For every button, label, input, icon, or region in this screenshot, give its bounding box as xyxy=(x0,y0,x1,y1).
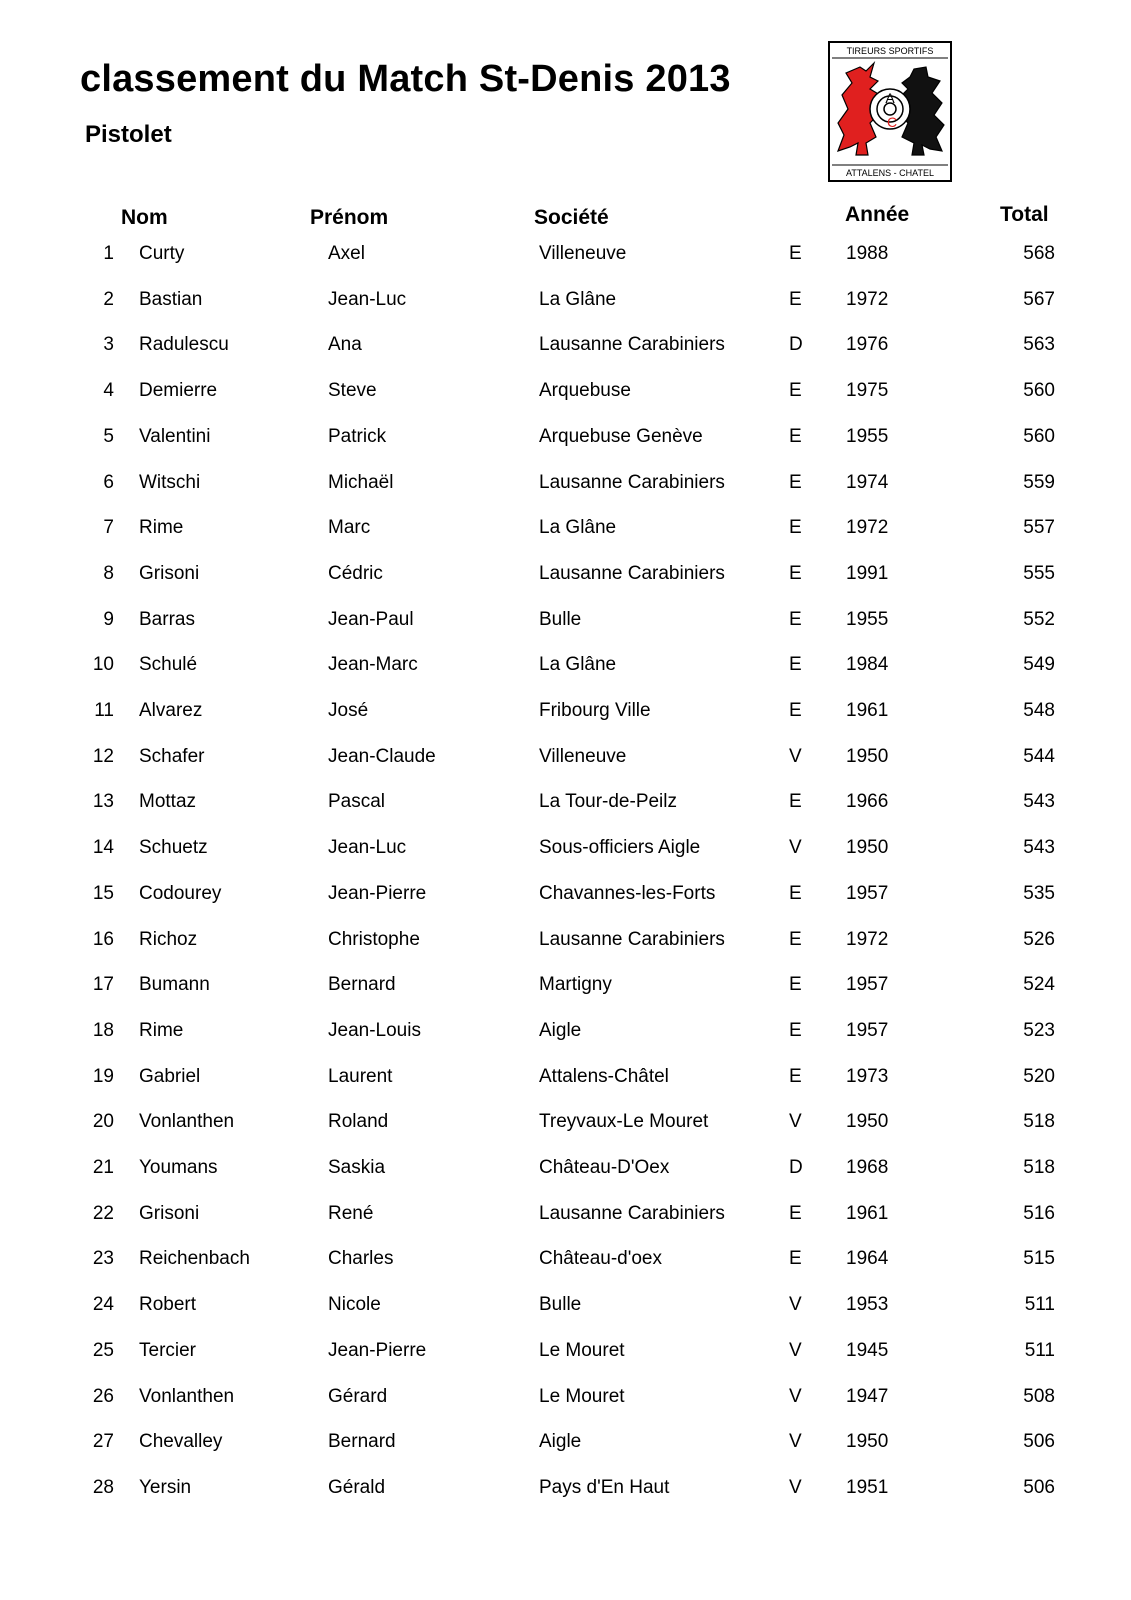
prenom-cell: Gérald xyxy=(328,1476,386,1498)
prenom-cell: Cédric xyxy=(328,562,383,584)
prenom-cell: Roland xyxy=(328,1111,389,1133)
table-row xyxy=(0,1340,1131,1370)
societe-cell: Château-d'oex xyxy=(539,1248,662,1270)
nom-cell: Rime xyxy=(139,517,184,539)
total-cell: 560 xyxy=(1023,425,1055,447)
societe-cell: Lausanne Carabiniers xyxy=(539,334,725,356)
annee-cell: 1973 xyxy=(846,1065,889,1087)
header-societe: Société xyxy=(534,206,609,229)
rank-cell: 3 xyxy=(103,334,114,356)
category-cell: E xyxy=(789,1202,802,1224)
annee-cell: 1984 xyxy=(846,654,889,676)
prenom-cell: Steve xyxy=(328,380,377,402)
annee-cell: 1947 xyxy=(846,1385,889,1407)
societe-cell: Le Mouret xyxy=(539,1385,625,1407)
nom-cell: Gabriel xyxy=(139,1065,201,1087)
header-nom: Nom xyxy=(121,206,168,229)
nom-cell: Bumann xyxy=(139,974,210,996)
table-row xyxy=(0,746,1131,776)
nom-cell: Youmans xyxy=(139,1157,218,1178)
rank-cell: 19 xyxy=(92,1065,114,1087)
category-cell: E xyxy=(789,517,802,539)
table-row xyxy=(0,700,1131,730)
societe-cell: Lausanne Carabiniers xyxy=(539,928,725,950)
prenom-cell: Bernard xyxy=(328,974,396,996)
rank-cell: 15 xyxy=(92,882,114,904)
total-cell: 535 xyxy=(1023,882,1055,904)
table-row xyxy=(0,791,1131,821)
category-cell: E xyxy=(789,243,802,264)
table-row xyxy=(0,243,1131,273)
annee-cell: 1950 xyxy=(846,837,889,859)
category-cell: E xyxy=(789,288,802,310)
rank-cell: 11 xyxy=(94,700,114,721)
header-total: Total xyxy=(1000,203,1049,226)
rank-cell: 20 xyxy=(92,1111,114,1133)
prenom-cell: Ana xyxy=(328,334,362,356)
prenom-cell: Charles xyxy=(328,1248,394,1270)
table-row xyxy=(0,1386,1131,1416)
prenom-cell: Jean-Claude xyxy=(328,745,436,767)
prenom-cell: René xyxy=(328,1202,374,1224)
societe-cell: Martigny xyxy=(539,974,612,996)
nom-cell: Chevalley xyxy=(139,1431,223,1453)
prenom-cell: Jean-Luc xyxy=(328,288,407,310)
category-cell: D xyxy=(789,334,803,356)
nom-cell: Codourey xyxy=(139,882,222,904)
societe-cell: Arquebuse Genève xyxy=(539,425,703,447)
logo-letter-a: A xyxy=(885,90,895,106)
table-row xyxy=(0,472,1131,502)
prenom-cell: Michaël xyxy=(328,471,394,493)
annee-cell: 1957 xyxy=(846,882,889,904)
category-cell: V xyxy=(789,1431,802,1453)
nom-cell: Vonlanthen xyxy=(139,1385,235,1407)
annee-cell: 1957 xyxy=(846,974,889,996)
annee-cell: 1976 xyxy=(846,334,889,356)
annee-cell: 1957 xyxy=(846,1019,889,1041)
logo-letter-c: C xyxy=(886,114,898,130)
societe-cell: La Tour-de-Peilz xyxy=(539,791,678,813)
total-cell: 516 xyxy=(1023,1202,1055,1224)
rank-cell: 26 xyxy=(92,1385,114,1407)
prenom-cell: Pascal xyxy=(328,791,386,813)
table-row xyxy=(0,609,1131,639)
total-cell: 560 xyxy=(1023,380,1055,402)
societe-cell: Chavannes-les-Forts xyxy=(539,882,716,904)
annee-cell: 1968 xyxy=(846,1157,889,1178)
total-cell: 526 xyxy=(1023,928,1055,950)
annee-cell: 1961 xyxy=(846,1202,889,1224)
annee-cell: 1945 xyxy=(846,1339,889,1361)
annee-cell: 1974 xyxy=(846,471,889,493)
category-cell: E xyxy=(789,380,802,402)
nom-cell: Barras xyxy=(139,608,195,630)
prenom-cell: Christophe xyxy=(328,928,420,950)
header-annee: Année xyxy=(845,203,910,226)
category-cell: V xyxy=(789,1476,802,1498)
rank-cell: 8 xyxy=(103,562,114,584)
nom-cell: Grisoni xyxy=(139,1202,200,1224)
annee-cell: 1966 xyxy=(846,791,889,813)
table-row xyxy=(0,1157,1131,1187)
nom-cell: Bastian xyxy=(139,288,203,310)
total-cell: 511 xyxy=(1024,1339,1055,1361)
annee-cell: 1951 xyxy=(846,1476,889,1498)
rank-cell: 16 xyxy=(92,928,114,950)
nom-cell: Curty xyxy=(139,243,185,264)
table-row xyxy=(0,654,1131,684)
rank-cell: 25 xyxy=(92,1339,114,1361)
total-cell: 559 xyxy=(1023,471,1055,493)
rank-cell: 17 xyxy=(92,974,114,996)
annee-cell: 1964 xyxy=(846,1248,889,1270)
societe-cell: Villeneuve xyxy=(539,243,627,264)
societe-cell: La Glâne xyxy=(539,654,617,676)
total-cell: 543 xyxy=(1023,791,1055,813)
category-cell: E xyxy=(789,654,802,676)
prenom-cell: Patrick xyxy=(328,425,387,447)
table-row xyxy=(0,883,1131,913)
total-cell: 524 xyxy=(1023,974,1055,996)
societe-cell: La Glâne xyxy=(539,288,617,310)
annee-cell: 1991 xyxy=(846,562,889,584)
prenom-cell: Jean-Louis xyxy=(328,1019,421,1041)
annee-cell: 1950 xyxy=(846,745,889,767)
annee-cell: 1950 xyxy=(846,1111,889,1133)
total-cell: 506 xyxy=(1023,1431,1055,1453)
total-cell: 544 xyxy=(1023,745,1055,767)
total-cell: 555 xyxy=(1023,562,1055,584)
table-row xyxy=(0,1431,1131,1461)
societe-cell: Attalens-Châtel xyxy=(539,1065,669,1087)
table-row xyxy=(0,334,1131,364)
page-subtitle: Pistolet xyxy=(85,121,172,148)
annee-cell: 1955 xyxy=(846,425,889,447)
table-row xyxy=(0,929,1131,959)
annee-cell: 1972 xyxy=(846,928,889,950)
nom-cell: Schuetz xyxy=(139,837,208,859)
rank-cell: 1 xyxy=(103,243,114,264)
logo-bottom-text: ATTALENS - CHATEL xyxy=(845,168,935,178)
table-row xyxy=(0,1066,1131,1096)
prenom-cell: Marc xyxy=(328,517,371,539)
annee-cell: 1950 xyxy=(846,1431,889,1453)
header-prenom: Prénom xyxy=(310,206,389,229)
societe-cell: Château-D'Oex xyxy=(539,1157,670,1178)
societe-cell: Pays d'En Haut xyxy=(539,1476,670,1498)
annee-cell: 1972 xyxy=(846,288,889,310)
total-cell: 511 xyxy=(1024,1294,1055,1316)
category-cell: V xyxy=(789,1339,802,1361)
category-cell: E xyxy=(789,425,802,447)
table-row xyxy=(0,1203,1131,1233)
annee-cell: 1955 xyxy=(846,608,889,630)
nom-cell: Radulescu xyxy=(139,334,229,356)
logo-top-text: TIREURS SPORTIFS xyxy=(846,46,934,56)
total-cell: 567 xyxy=(1023,288,1055,310)
societe-cell: Le Mouret xyxy=(539,1339,625,1361)
societe-cell: Aigle xyxy=(539,1431,582,1453)
total-cell: 520 xyxy=(1023,1065,1055,1087)
total-cell: 543 xyxy=(1023,837,1055,859)
category-cell: E xyxy=(789,1248,802,1270)
total-cell: 508 xyxy=(1023,1385,1055,1407)
annee-cell: 1953 xyxy=(846,1294,889,1316)
rank-cell: 5 xyxy=(103,425,114,447)
societe-cell: Villeneuve xyxy=(539,745,627,767)
rank-cell: 6 xyxy=(103,471,114,493)
societe-cell: Fribourg Ville xyxy=(539,700,651,721)
societe-cell: Bulle xyxy=(539,608,582,630)
total-cell: 563 xyxy=(1023,334,1055,356)
prenom-cell: Axel xyxy=(328,243,365,264)
nom-cell: Mottaz xyxy=(139,791,197,813)
rank-cell: 21 xyxy=(92,1157,114,1178)
total-cell: 557 xyxy=(1023,517,1055,539)
category-cell: V xyxy=(789,745,802,767)
rank-cell: 7 xyxy=(103,517,114,539)
societe-cell: Sous-officiers Aigle xyxy=(539,837,701,859)
total-cell: 549 xyxy=(1023,654,1055,676)
nom-cell: Robert xyxy=(139,1294,197,1316)
rank-cell: 28 xyxy=(92,1476,114,1498)
table-row xyxy=(0,1248,1131,1278)
rank-cell: 10 xyxy=(92,654,114,676)
societe-cell: La Glâne xyxy=(539,517,617,539)
societe-cell: Lausanne Carabiniers xyxy=(539,471,725,493)
nom-cell: Schafer xyxy=(139,745,205,767)
annee-cell: 1972 xyxy=(846,517,889,539)
table-row xyxy=(0,1020,1131,1050)
table-row xyxy=(0,974,1131,1004)
page-title: classement du Match St-Denis 2013 xyxy=(80,58,731,100)
societe-cell: Lausanne Carabiniers xyxy=(539,1202,725,1224)
table-row xyxy=(0,517,1131,547)
table-row xyxy=(0,289,1131,319)
nom-cell: Vonlanthen xyxy=(139,1111,235,1133)
rank-cell: 2 xyxy=(103,288,114,310)
nom-cell: Richoz xyxy=(139,928,198,950)
category-cell: D xyxy=(789,1157,803,1178)
category-cell: E xyxy=(789,791,802,813)
category-cell: E xyxy=(789,882,802,904)
prenom-cell: Bernard xyxy=(328,1431,396,1453)
total-cell: 552 xyxy=(1023,608,1055,630)
societe-cell: Lausanne Carabiniers xyxy=(539,562,725,584)
nom-cell: Alvarez xyxy=(139,700,203,721)
societe-cell: Aigle xyxy=(539,1019,582,1041)
total-cell: 518 xyxy=(1023,1157,1055,1178)
prenom-cell: Nicole xyxy=(328,1294,381,1316)
nom-cell: Valentini xyxy=(139,425,211,447)
category-cell: E xyxy=(789,1019,802,1041)
prenom-cell: Jean-Marc xyxy=(328,654,418,676)
prenom-cell: Laurent xyxy=(328,1065,393,1087)
total-cell: 506 xyxy=(1023,1476,1055,1498)
category-cell: E xyxy=(789,974,802,996)
rank-cell: 12 xyxy=(92,745,114,767)
nom-cell: Yersin xyxy=(139,1476,192,1498)
nom-cell: Reichenbach xyxy=(139,1248,250,1270)
category-cell: E xyxy=(789,562,802,584)
table-row xyxy=(0,380,1131,410)
annee-cell: 1988 xyxy=(846,243,889,264)
rank-cell: 14 xyxy=(92,837,114,859)
category-cell: E xyxy=(789,928,802,950)
societe-cell: Treyvaux-Le Mouret xyxy=(539,1111,709,1133)
prenom-cell: José xyxy=(328,700,369,721)
category-cell: V xyxy=(789,837,802,859)
total-cell: 523 xyxy=(1023,1019,1055,1041)
prenom-cell: Gérard xyxy=(328,1385,388,1407)
total-cell: 548 xyxy=(1023,700,1055,721)
category-cell: E xyxy=(789,700,802,721)
rank-cell: 9 xyxy=(103,608,114,630)
rank-cell: 27 xyxy=(92,1431,114,1453)
category-cell: E xyxy=(789,1065,802,1087)
category-cell: V xyxy=(789,1294,802,1316)
prenom-cell: Saskia xyxy=(328,1157,386,1178)
nom-cell: Tercier xyxy=(139,1339,197,1361)
nom-cell: Grisoni xyxy=(139,562,200,584)
annee-cell: 1975 xyxy=(846,380,889,402)
prenom-cell: Jean-Luc xyxy=(328,837,407,859)
prenom-cell: Jean-Pierre xyxy=(328,1339,427,1361)
category-cell: V xyxy=(789,1111,802,1133)
table-row xyxy=(0,426,1131,456)
rank-cell: 18 xyxy=(92,1019,114,1041)
rank-cell: 23 xyxy=(92,1248,114,1270)
societe-cell: Bulle xyxy=(539,1294,582,1316)
societe-cell: Arquebuse xyxy=(539,380,631,402)
nom-cell: Witschi xyxy=(139,471,201,493)
table-row xyxy=(0,1294,1131,1324)
club-logo xyxy=(828,41,952,182)
total-cell: 518 xyxy=(1023,1111,1055,1133)
total-cell: 515 xyxy=(1023,1248,1055,1270)
rank-cell: 4 xyxy=(103,380,114,402)
prenom-cell: Jean-Pierre xyxy=(328,882,427,904)
rank-cell: 13 xyxy=(92,791,114,813)
table-row xyxy=(0,837,1131,867)
category-cell: E xyxy=(789,608,802,630)
nom-cell: Schulé xyxy=(139,654,198,676)
prenom-cell: Jean-Paul xyxy=(328,608,414,630)
category-cell: V xyxy=(789,1385,802,1407)
rank-cell: 24 xyxy=(92,1294,114,1316)
table-row xyxy=(0,563,1131,593)
table-row xyxy=(0,1477,1131,1507)
table-row xyxy=(0,1111,1131,1141)
annee-cell: 1961 xyxy=(846,700,889,721)
nom-cell: Rime xyxy=(139,1019,184,1041)
category-cell: E xyxy=(789,471,802,493)
rank-cell: 22 xyxy=(92,1202,114,1224)
total-cell: 568 xyxy=(1023,243,1055,264)
nom-cell: Demierre xyxy=(139,380,218,402)
